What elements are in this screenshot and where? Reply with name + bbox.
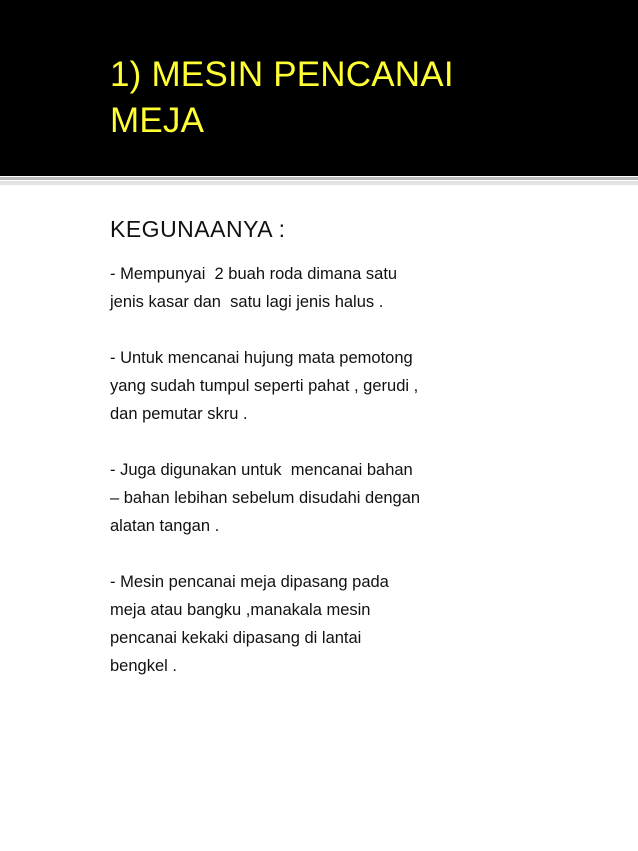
text-line: - Juga digunakan untuk mencanai bahan [110,461,413,479]
bullet-point-grinding [110,456,610,540]
slide-title-line: MEJA [110,101,205,140]
text-line: - Mempunyai 2 buah roda dimana satu [110,265,398,283]
bullet-point-sharpening [110,344,610,428]
text-line: – bahan lebihan sebelum disudahi dengan [110,489,421,507]
slide-title [110,52,610,144]
title-divider-shadow [0,181,638,185]
text-line: bengkel . [110,657,177,675]
slide-content [110,214,610,708]
bullet-point-mounting [110,568,610,680]
text-line: meja atau bangku ,manakala mesin [110,601,371,619]
text-line: alatan tangan . [110,517,220,535]
text-line: yang sudah tumpul seperti pahat , gerudi , [110,377,419,395]
text-line: jenis kasar dan satu lagi jenis halus . [110,293,384,311]
title-bar [0,0,638,176]
text-line: pencanai kekaki dipasang di lantai [110,629,362,647]
section-heading: KEGUNAANYA : [110,216,286,242]
text-line: - Untuk mencanai hujung mata pemotong [110,349,413,367]
text-line: - Mesin pencanai meja dipasang pada [110,573,389,591]
slide-title-line: 1) MESIN PENCANAI [110,55,454,94]
bullet-point-wheels [110,260,610,316]
text-line: dan pemutar skru . [110,405,248,423]
title-divider [0,177,638,180]
